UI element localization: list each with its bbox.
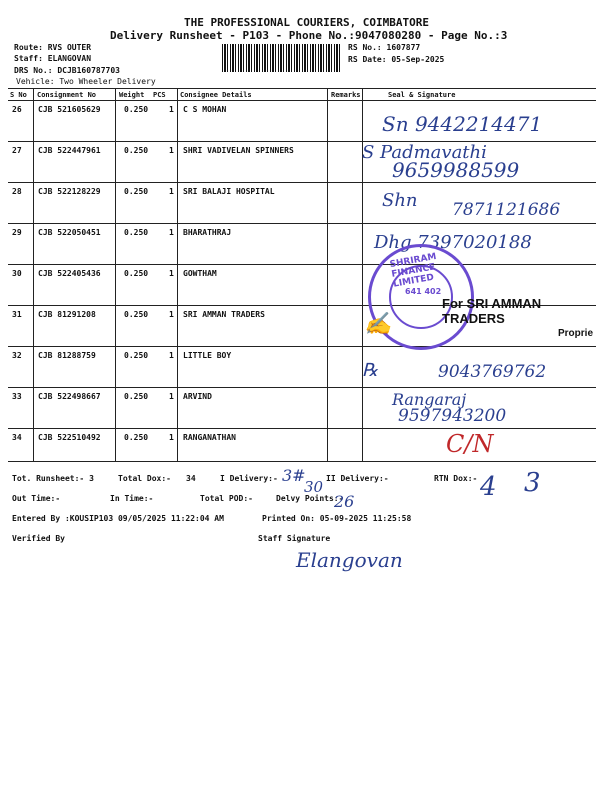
ii-delivery-label: II Delivery:- (326, 474, 389, 483)
row-pcs: 1 (169, 187, 174, 196)
seal-for-traders: For SRI AMMAN TRADERS (442, 296, 542, 326)
in-time: In Time:- (110, 494, 154, 503)
table-header-border (8, 100, 596, 101)
i-delivery-value: 30 (304, 478, 324, 496)
route-label: Route: RVS OUTER (14, 43, 92, 52)
row-sno: 29 (12, 228, 22, 237)
col-divider (177, 88, 178, 461)
row-consignee: LITTLE BOY (183, 351, 232, 360)
verified-by: Verified By (12, 534, 65, 543)
table-bottom-border (8, 461, 596, 462)
row-consignment: CJB 522405436 (38, 269, 101, 278)
row-pcs: 1 (169, 310, 174, 319)
stamp-pin: 641 402 (405, 287, 442, 296)
vehicle-label: Vehicle: Two Wheeler Delivery (16, 77, 156, 86)
row-consignment: CJB 81288759 (38, 351, 96, 360)
row-weight: 0.250 (124, 187, 149, 196)
phone-row-32: 9043769762 (438, 362, 547, 382)
signature-row-32: ℞ (362, 360, 379, 381)
cn-mark: C/N (446, 430, 494, 458)
signature-row-29: Dhg 7397020188 (374, 232, 532, 253)
col-divider (327, 88, 328, 461)
row-consignment: CJB 522510492 (38, 433, 101, 442)
staff-signature-label: Staff Signature (258, 534, 331, 543)
row-consignment: CJB 522447961 (38, 146, 101, 155)
row-consignment: CJB 522128229 (38, 187, 101, 196)
tot-runsheet: Tot. Runsheet:- 3 (12, 474, 94, 483)
row-consignee: SRI AMMAN TRADERS (183, 310, 265, 319)
row-consignee: SHRI VADIVELAN SPINNERS (183, 146, 294, 155)
row-consignment: CJB 81291208 (38, 310, 96, 319)
total-dox-label: Total Dox:- (118, 474, 171, 483)
out-time: Out Time:- (12, 494, 61, 503)
row-consignment: CJB 522050451 (38, 228, 101, 237)
company-title: THE PROFESSIONAL COURIERS, COIMBATORE (184, 16, 430, 29)
row-pcs: 1 (169, 146, 174, 155)
row-weight: 0.250 (124, 105, 149, 114)
phone-row-28: 7871121686 (452, 200, 561, 220)
row-weight: 0.250 (124, 351, 149, 360)
delvy-points: Delvy Points:- (276, 494, 344, 503)
row-consignee: BHARATHRAJ (183, 228, 232, 237)
row-pcs: 1 (169, 433, 174, 442)
col-header-consignee: Consignee Details (180, 91, 252, 99)
col-header-consignment: Consignment No (37, 91, 97, 99)
col-divider (115, 88, 116, 461)
runsheet-subtitle: Delivery Runsheet - P103 - Phone No.:9047080280 - Page No.:3 (110, 29, 508, 42)
row-consignment: CJB 522498667 (38, 392, 101, 401)
phone-row-33: 9597943200 (398, 406, 507, 426)
col-header-sno: S No (10, 91, 27, 99)
i-delivery-struck: 3# (282, 466, 306, 485)
row-pcs: 1 (169, 351, 174, 360)
row-consignee: SRI BALAJI HOSPITAL (183, 187, 275, 196)
signature-row-26: Sn 9442214471 (382, 112, 543, 136)
col-divider (33, 88, 34, 461)
drs-number: DRS No.: DCJB160787703 (14, 66, 120, 75)
row-sno: 30 (12, 269, 22, 278)
delvy-points-value: 26 (334, 492, 355, 511)
signature-row-28: Shn (382, 190, 418, 211)
row-consignee: C S MOHAN (183, 105, 227, 114)
row-pcs: 1 (169, 105, 174, 114)
rtn-dox-struck: 3 (524, 468, 541, 498)
row-weight: 0.250 (124, 269, 149, 278)
row-sno: 33 (12, 392, 22, 401)
row-sno: 32 (12, 351, 22, 360)
row-weight: 0.250 (124, 228, 149, 237)
rtn-dox-value: 4 (480, 472, 497, 502)
row-weight: 0.250 (124, 392, 149, 401)
row-pcs: 1 (169, 269, 174, 278)
total-pod: Total POD:- (200, 494, 253, 503)
printed-on: Printed On: 05-09-2025 11:25:58 (262, 514, 412, 523)
row-pcs: 1 (169, 228, 174, 237)
rtn-dox-label: RTN Dox:- (434, 474, 478, 483)
rs-number: RS No.: 1607877 (348, 43, 421, 52)
col-header-seal: Seal & Signature (388, 91, 456, 99)
row-sno: 28 (12, 187, 22, 196)
col-header-weight: Weight (119, 91, 145, 99)
row-consignee: ARVIND (183, 392, 212, 401)
stamp-text: SHRIRAM FINANCE LIMITED (389, 251, 438, 290)
col-header-remarks: Remarks (331, 91, 361, 99)
row-sno: 34 (12, 433, 22, 442)
row-consignee: GOWTHAM (183, 269, 217, 278)
signature-row-33: Rangaraj (392, 390, 467, 409)
row-consignee: RANGANATHAN (183, 433, 236, 442)
signature-row-27: S Padmavathi (362, 142, 487, 163)
row-weight: 0.250 (124, 310, 149, 319)
i-delivery-label: I Delivery:- (220, 474, 278, 483)
staff-label: Staff: ELANGOVAN (14, 54, 92, 63)
row-weight: 0.250 (124, 433, 149, 442)
row-sno: 31 (12, 310, 22, 319)
col-header-pcs: PCS (153, 91, 166, 99)
row-sno: 26 (12, 105, 22, 114)
row-sno: 27 (12, 146, 22, 155)
entered-by: Entered By :KOUSIP103 09/05/2025 11:22:04 AM (12, 514, 224, 523)
total-dox-value: 34 (186, 474, 196, 483)
rs-date: RS Date: 05-Sep-2025 (348, 55, 445, 64)
table-top-border (8, 88, 596, 89)
row-weight: 0.250 (124, 146, 149, 155)
row-pcs: 1 (169, 392, 174, 401)
barcode (222, 44, 340, 72)
phone-row-27: 9659988599 (392, 158, 520, 182)
row-consignment: CJB 521605629 (38, 105, 101, 114)
seal-proprietor: Proprie (558, 328, 594, 339)
signature-row-31: ✍ (364, 312, 392, 337)
staff-signature: Elangovan (296, 548, 403, 572)
